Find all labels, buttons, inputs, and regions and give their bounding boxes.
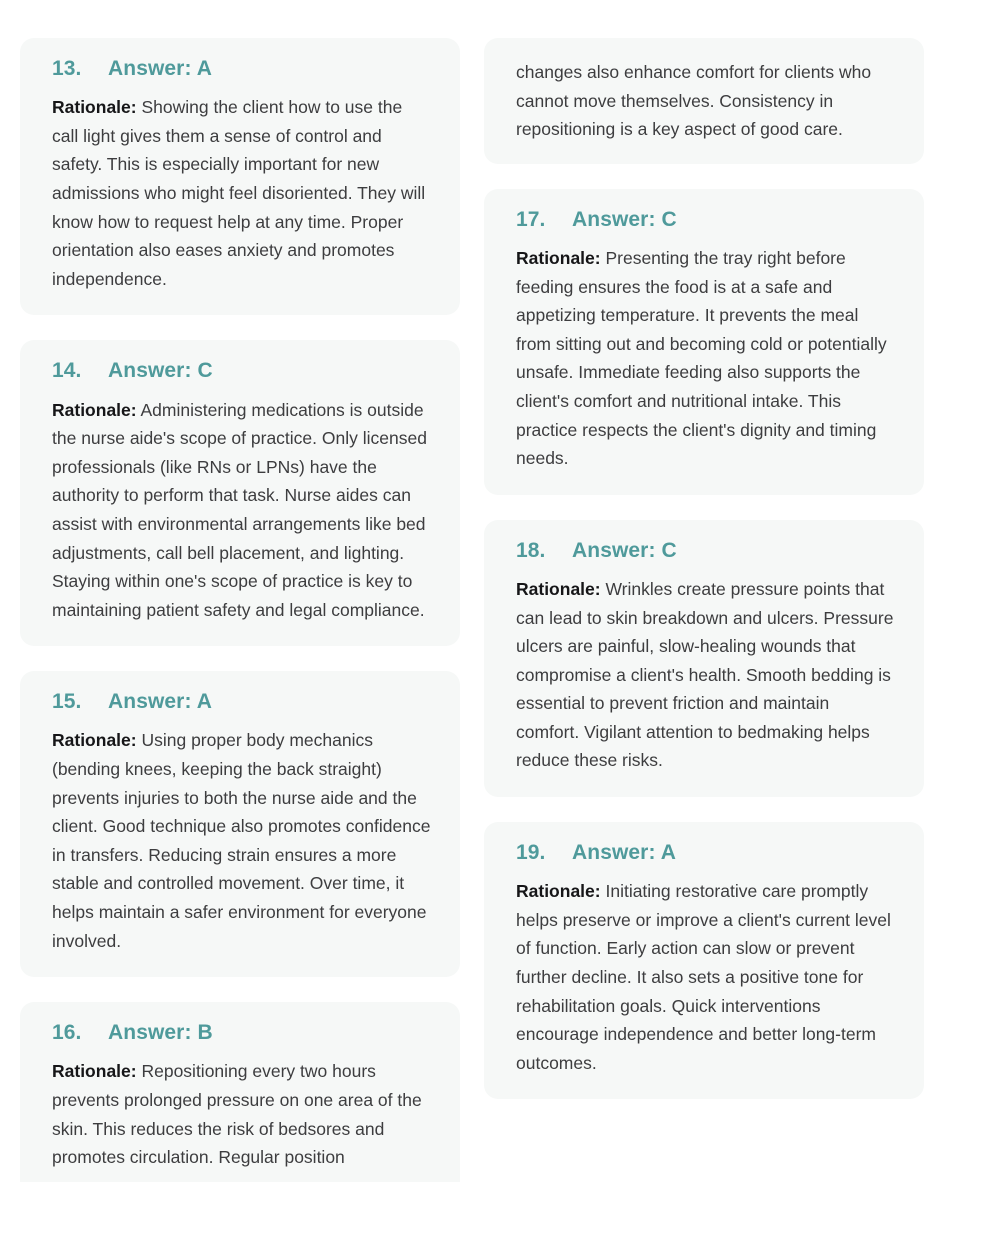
rationale-body: Presenting the tray right before feeding ensures the food is at a safe and appetizing temperature. It prevents the meal from sitting out and becoming cold or potentially unsafe. Immediate feeding also supports the client's comfort and nutritional intake. This practice respects the client's dignity and timing needs. [516, 247, 887, 469]
answer-card-19 [484, 822, 924, 1099]
answer-card-heading [516, 538, 896, 563]
answer-label: Answer: A [108, 57, 212, 80]
rationale-label: Rationale: [52, 730, 137, 751]
question-number: 19. [516, 841, 546, 865]
answer-card-14 [20, 340, 460, 646]
question-number: 18. [516, 538, 546, 562]
question-number: 14. [52, 359, 82, 383]
right-column [484, 38, 924, 1099]
answer-card-17 [484, 189, 924, 495]
question-number: 16. [52, 1021, 82, 1045]
answer-card-heading [516, 840, 896, 865]
answer-card-heading [52, 689, 432, 714]
rationale-body: Initiating restorative care promptly helps preserve or improve a client's current level of function. Early action can slow or prevent further decline. It also sets a positive tone for rehabilitation goals. Quick interventions encourage independence and better long-term outcomes. [516, 881, 891, 1073]
rationale-body: Showing the client how to use the call light gives them a sense of control and safety. This is especially important for new admissions who might feel disoriented. They will know how to request help at any time. Proper orientation also eases anxiety and promotes independence. [52, 97, 426, 289]
rationale-text [52, 726, 432, 955]
answer-card-13 [20, 38, 460, 315]
answer-card-15 [20, 671, 460, 977]
rationale-text [516, 877, 896, 1077]
two-column-layout [0, 38, 1002, 1182]
rationale-text [52, 1057, 432, 1171]
continuation-text: changes also enhance comfort for clients who cannot move themselves. Consistency in repositioning is a key aspect of good care. [516, 62, 872, 140]
left-column [20, 38, 460, 1182]
rationale-text [52, 93, 432, 293]
rationale-label: Rationale: [516, 881, 601, 902]
answer-label: Answer: B [108, 1021, 213, 1045]
answer-card-16-continuation [484, 38, 924, 164]
rationale-label: Rationale: [516, 247, 601, 268]
question-number: 13. [52, 57, 82, 80]
rationale-label: Rationale: [52, 399, 137, 420]
answer-card-18 [484, 520, 924, 797]
question-number: 15. [52, 690, 82, 714]
answer-card-heading [52, 56, 432, 81]
answer-label: Answer: C [108, 359, 213, 383]
answer-card-heading [516, 207, 896, 232]
answer-card-heading [52, 358, 432, 383]
question-number: 17. [516, 207, 546, 231]
answer-label: Answer: A [108, 690, 212, 714]
rationale-label: Rationale: [52, 97, 137, 118]
rationale-body: Repositioning every two hours prevents prolonged pressure on one area of the skin. This reduces the risk of bedsores and promotes circulation. Regular position [52, 1061, 422, 1168]
rationale-body: Using proper body mechanics (bending knees, keeping the back straight) prevents injuries to both the nurse aide and the client. Good technique also promotes confidence in transfers. Reducing strain ensures a more stable and controlled movement. Over time, it helps maintain a safer environment for everyone involved. [52, 730, 431, 951]
rationale-text [52, 396, 432, 625]
rationale-text [516, 244, 896, 473]
rationale-body: Administering medications is outside the nurse aide's scope of practice. Only licensed professionals (like RNs or LPNs) have the authority to perform that task. Nurse aides can assist with environmental arrangements like bed adjustments, call bell placement, and lighting. Staying within one's scope of practice is key to maintaining patient safety and legal compliance. [52, 399, 427, 620]
rationale-body: Wrinkles create pressure points that can lead to skin breakdown and ulcers. Pressure ulcers are painful, slow-healing wounds that compromise a client's health. Smooth bedding is essential to prevent friction and maintain comfort. Vigilant attention to bedmaking helps reduce these risks. [516, 578, 894, 771]
rationale-label: Rationale: [52, 1061, 137, 1082]
answer-card-16 [20, 1002, 460, 1182]
answer-label: Answer: C [572, 207, 677, 231]
answer-label: Answer: C [572, 538, 677, 562]
answer-card-heading [52, 1020, 432, 1045]
rationale-label: Rationale: [516, 578, 601, 599]
rationale-text [516, 575, 896, 775]
answer-label: Answer: A [572, 841, 676, 865]
